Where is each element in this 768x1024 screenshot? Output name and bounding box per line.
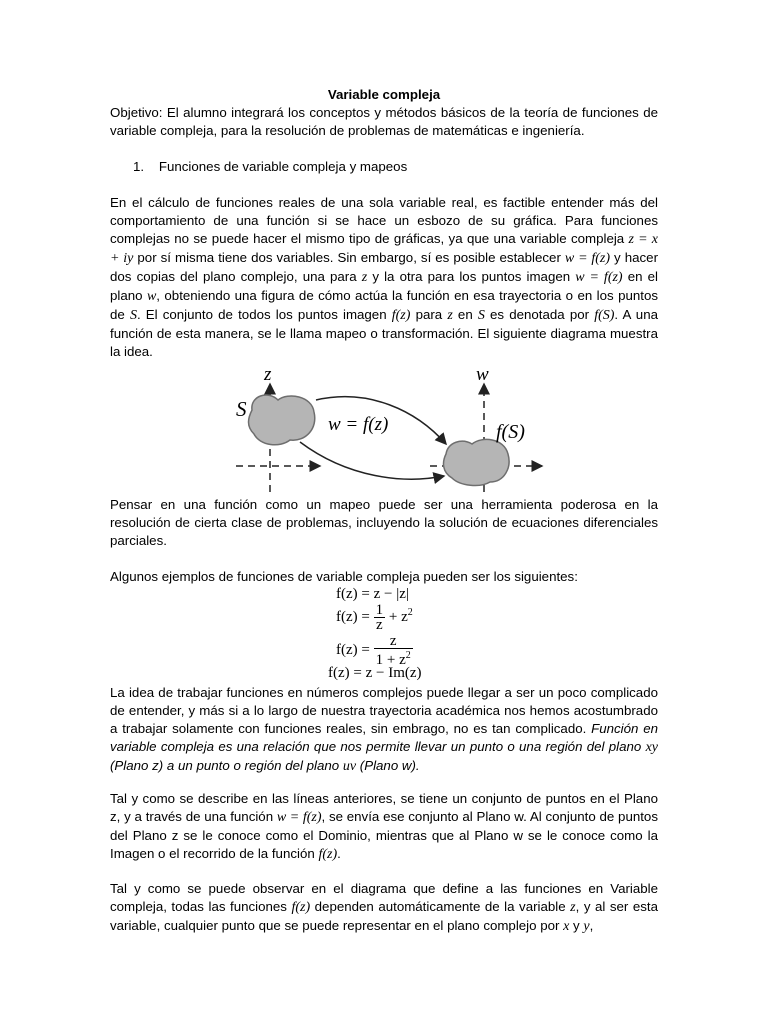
section-title: Funciones de variable compleja y mapeos [158,159,408,174]
set-s-blob [249,395,315,445]
paragraph-complex-functions: La idea de trabajar funciones en números complejos puede llegar a ser un poco complicado de entender, y más si a lo largo de nuestra trayectoria académica nos hemos acostumbrado a trabajar solamente con funciones reales, sin embrago, no es tan complicado. Función en variable compleja es una relación que nos permite llevar un punto o una región del plano xy (Plano z) a un punto o región del plano uv (Plano w). [110,685,659,774]
paragraph-domain-image: Tal y como se describe en las líneas anteriores, se tiene un conjunto de puntos en el Plano z, y a través de una función w = f(z), se envía ese conjunto al Plano w. Al conjunto de puntos del Plano z se le conoce como el Dominio, mientras que al Plano w se le conoce como la Imagen o el recorrido de la función f(z). [110,791,658,862]
section-number: 1. [133,159,145,174]
example-equation-3: f(z) = $\frac{z}{1 + z^2}$ [336,633,411,668]
examples-intro: Algunos ejemplos de funciones de variable compleja pueden ser los siguientes: [110,569,578,584]
paragraph-dependence: Tal y como se puede observar en el diagrama que define a las funciones en Variable compleja, todas las funciones f(z) dependen automáticamente de la variable z, y al ser esta variable, cualquier punto que se puede representar en el plano complejo por x y y, [110,881,658,934]
document-title: Variable compleja [327,87,441,102]
image-fs-label: f(S) [496,421,525,443]
example-equation-1: f(z) = z − |z| [336,586,409,602]
mapping-arrow-bottom [300,442,444,479]
set-s-label: S [236,397,247,421]
paragraph-mapping-intro: En el cálculo de funciones reales de una sola variable real, es factible entender más del comportamiento de una función si se hace un esbozo de su gráfica. Para funciones complejas no se puede hacer el mismo tipo de gráficas, ya que una variable compleja z = x + iy por sí misma tiene dos variables. Sin embargo, sí es posible establecer w = f(z) y hacer dos copias del plano complejo, una para z y la otra para los puntos imagen w = f(z) en el plano w, obteniendo una figura de cómo actúa la función en esa trayectoria o en los puntos de S. El conjunto de todos los puntos imagen f(z) para z en S es denotada por f(S). A una función de esta manera, se le llama mapeo o transformación. El siguiente diagrama muestra la idea. [110,195,658,359]
section-heading [133,158,407,176]
objective-paragraph: Objetivo: El alumno integrará los conceptos y métodos básicos de la teoría de funciones de variable compleja, para la resolución de problemas de matemáticas e ingeniería. [110,105,658,138]
paragraph-mapping-tool: Pensar en una función como un mapeo puede ser una herramienta poderosa en la resolución de cierta clase de problemas, incluyendo la solución de ecuaciones diferenciales parciales. [110,497,658,548]
example-equation-2: f(z) = $\frac{1}{z}$ + $z^2$ [336,602,413,633]
image-fs-blob [444,439,510,485]
z-axis-label: z [264,364,272,385]
mapping-diagram [228,360,548,498]
example-equation-4: f(z) = z − Im(z) [328,665,422,681]
w-axis-label: w [476,364,489,385]
mapping-label: w = f(z) [328,414,389,435]
